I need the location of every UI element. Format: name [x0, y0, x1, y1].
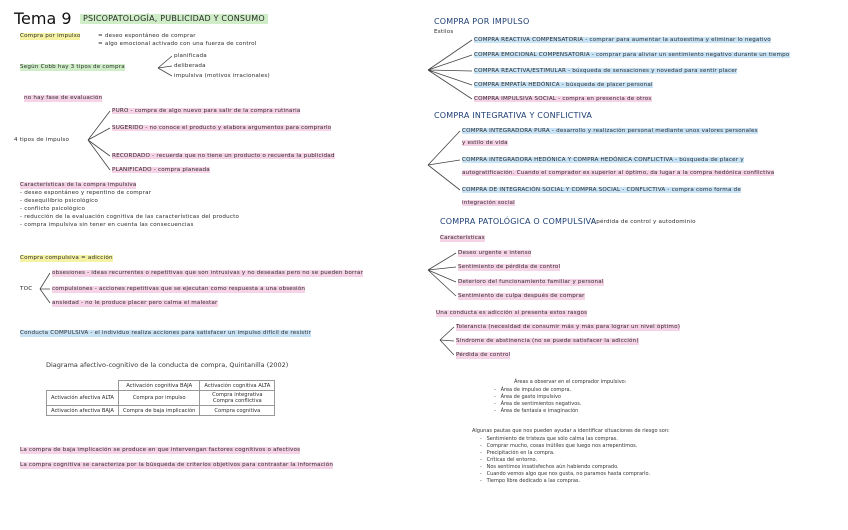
toc-item: compulsiones - acciones repetitivas que se ejecutan como respuesta a una obsesión	[52, 286, 306, 292]
compra-impulso-def-1: = deseo espontáneo de comprar	[98, 33, 196, 39]
row-header: Activación afectiva BAJA	[47, 406, 119, 416]
tipo-item: PURO - compra de algo nuevo para salir de la compra rutinaria	[112, 108, 301, 114]
col-header: Activación cognitiva BAJA	[118, 381, 199, 391]
diagram-title: Diagrama afectivo-cognitivo de la conducta de compra, Quintanilla (2002)	[46, 361, 289, 369]
tipos-impulso-label: 4 tipos de impulso	[14, 137, 70, 143]
areas-title: Áreas a observar en el comprador impulsivo:	[514, 379, 627, 385]
caract-item: - conflicto psicológico	[20, 206, 86, 212]
pautas-title: Algunas pautas que nos pueden ayudar a identificar situaciones de riesgo son:	[472, 428, 670, 434]
integrativa-item: COMPRA INTEGRADORA PURA - desarrollo y realización personal mediante unos valores personales	[462, 128, 758, 134]
no-fase: no hay fase de evaluación	[24, 95, 103, 101]
tipo-item: SUGERIDO - no conoce el producto y elabora argumentos para comprarlo	[112, 125, 332, 131]
pauta-item: - Cuando vemos algo que nos gusta, no paramos hasta comprarlo.	[480, 471, 651, 477]
patologica-item: Deterioro del funcionamiento familiar y personal	[458, 279, 604, 285]
estilo-item: COMPRA EMPATÍA HEDÓNICA - búsqueda de placer personal	[474, 82, 653, 88]
estilo-item: COMPRA REACTIVA COMPENSATORIA - comprar para aumentar la autoestima y eliminar lo negativo	[474, 37, 771, 43]
row-header: Activación afectiva ALTA	[47, 391, 119, 406]
toc-label: TOC	[20, 286, 33, 292]
bottom-note-2: La compra cognitiva se caracteriza por la búsqueda de criterios objetivos para contrastar la información	[20, 462, 334, 468]
tipo-item: RECORDADO - recuerda que no tiene un producto o recuerda la publicidad	[112, 153, 335, 159]
segun-item: planificada	[174, 53, 207, 59]
empty-cell	[47, 381, 119, 391]
pauta-item: - Precipitación en la compra.	[480, 450, 555, 456]
patologica-title: COMPRA PATOLÓGICA O COMPULSIVA	[440, 217, 597, 226]
adiccion-cuando: Una conducta es adicción si presenta estos rasgos	[436, 310, 588, 316]
pauta-item: - Nos sentimos insatisfechos aún habiendo comprado.	[480, 464, 619, 470]
area-item: - Área de sentimientos negativos.	[494, 401, 582, 407]
tipo-item: PLANIFICADO - compra planeada	[112, 167, 210, 173]
toc-item: ansiedad - no le produce placer pero calma el malestar	[52, 300, 218, 306]
impulso-title: COMPRA POR IMPULSO	[434, 17, 530, 26]
caract-title: Características de la compra impulsiva	[20, 182, 137, 188]
segun-item: deliberada	[174, 63, 206, 69]
segun-cobb: Según Cobb hay 3 tipos de compra	[20, 64, 125, 70]
integrativa-item: integración social	[462, 200, 515, 206]
rasgo-item: Pérdida de control	[456, 352, 511, 358]
cell: Compra de baja implicación	[118, 406, 199, 416]
integrativa-item: y estilo de vida	[462, 140, 508, 146]
page-subtitle: PSICOPATOLOGÍA, PUBLICIDAD Y CONSUMO	[80, 14, 268, 24]
compra-impulso-label: Compra por impulso	[20, 33, 81, 39]
page-title: Tema 9	[14, 9, 72, 28]
pauta-item: - Tiempo libre dedicado a las compras.	[480, 478, 581, 484]
cell: Compra integrativa Compra conflictiva	[200, 391, 275, 406]
pauta-item: - Comprar mucho, cosas inútiles que luego nos arrepentimos.	[480, 443, 638, 449]
integrativa-title: COMPRA INTEGRATIVA Y CONFLICTIVA	[434, 111, 593, 120]
patologica-item: Deseo urgente e intenso	[458, 250, 532, 256]
patologica-def: - pérdida de control y autodominio	[592, 219, 696, 225]
segun-item: impulsiva (motivos irracionales)	[174, 73, 270, 79]
rasgo-item: Síndrome de abstinencia (no se puede satisfacer la adicción)	[456, 338, 639, 344]
compra-compulsiva: Compra compulsiva = adicción	[20, 255, 113, 261]
toc-item: obsesiones - ideas recurrentes o repetitivas que son intrusivas y no deseadas pero no se pueden borrar	[52, 270, 364, 276]
area-item: - Área de gasto impulsivo	[494, 394, 561, 400]
bottom-note-1: La compra de baja implicación se produce en que intervengan factores cognitivos o afectivos	[20, 447, 301, 453]
caract-item: - desequilibrio psicológico	[20, 198, 99, 204]
caract-item: - compra impulsiva sin tener en cuenta las consecuencias	[20, 222, 194, 228]
col-header: Activación cognitiva ALTA	[200, 381, 275, 391]
area-item: - Área de impulso de compra.	[494, 387, 572, 393]
patologica-item: Sentimiento de pérdida de control	[458, 264, 561, 270]
estilos-label: Estilos	[434, 29, 454, 35]
integrativa-item: autogratificación. Cuando el comprador es superior al óptimo, da lugar a la compra hedónica conflictiva	[462, 170, 775, 176]
diagram-table	[46, 380, 275, 416]
estilo-item: COMPRA EMOCIONAL COMPENSATORIA - comprar para aliviar un sentimiento negativo durante un tiempo	[474, 52, 790, 58]
rasgo-item: Tolerancia (necesidad de consumir más y más para lograr un nivel óptimo)	[456, 324, 681, 330]
integrativa-item: COMPRA DE INTEGRACIÓN SOCIAL Y COMPRA SOCIAL - CONFLICTIVA - compra como forma de	[462, 187, 741, 193]
cell: Compra cognitiva	[200, 406, 275, 416]
estilo-item: COMPRA REACTIVA/ESTIMULAR - búsqueda de sensaciones y novedad para sentir placer	[474, 68, 738, 74]
patologica-item: Sentimiento de culpa después de comprar	[458, 293, 585, 299]
compra-impulso-def-2: = algo emocional activado con una fuerza de control	[98, 41, 257, 47]
conducta-compulsiva: Conducta COMPULSIVA - el individuo realiza acciones para satisfacer un impulso difícil de resistir	[20, 330, 312, 336]
pauta-item: - Sentimiento de tristeza que sólo calma las compras.	[480, 436, 618, 442]
caract-item: - reducción de la evaluación cognitiva de las características del producto	[20, 214, 240, 220]
caract-item: - deseo espontáneo y repentino de comprar	[20, 190, 152, 196]
caracteristicas-label: Características	[440, 235, 485, 241]
estilo-item: COMPRA IMPULSIVA SOCIAL - compra en presencia de otros	[474, 96, 652, 102]
integrativa-item: COMPRA INTEGRADORA HEDÓNICA Y COMPRA HEDÓNICA CONFLICTIVA - búsqueda de placer y	[462, 157, 744, 163]
pauta-item: - Críticas del entorno.	[480, 457, 538, 463]
area-item: - Área de fantasía e imaginación	[494, 408, 579, 414]
cell: Compra por impulso	[118, 391, 199, 406]
